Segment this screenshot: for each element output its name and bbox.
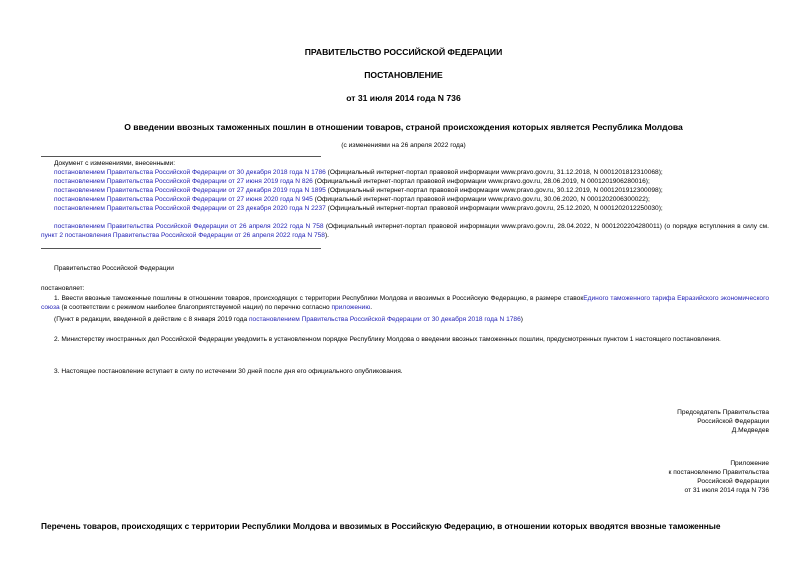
signature-block bbox=[469, 408, 769, 435]
paragraph-1-end: . bbox=[370, 304, 373, 311]
appendix-country: Российской Федерации bbox=[697, 478, 769, 485]
change-source-3: (Официальный интернет-портал правовой информации www.pravo.gov.ru, 30.12.2019, N 0001201912300098); bbox=[325, 187, 663, 194]
paragraph-1 bbox=[41, 294, 769, 312]
change-link-2[interactable]: постановлением Правительства Российской Федерации от 27 июня 2019 года N 826 bbox=[54, 178, 313, 185]
change-item-3 bbox=[54, 186, 769, 195]
change-source-2: (Официальный интернет-портал правовой информации www.pravo.gov.ru, 28.06.2019, N 0001201906280016); bbox=[312, 178, 650, 185]
paragraph-1-text: 1. Ввести ввозные таможенные пошлины в отношении товаров, происходящих с территории Республики Молдова и ввозимых в Российскую Федерацию, в размере ставок bbox=[54, 295, 584, 302]
paragraph-1-note bbox=[54, 315, 523, 324]
note-link[interactable]: постановлением Правительства Российской Федерации от 30 декабря 2018 года N 1786 bbox=[248, 316, 521, 323]
change-source-4: (Официальный интернет-портал правовой информации www.pravo.gov.ru, 30.06.2020, N 0001202006300022); bbox=[312, 196, 650, 203]
appendix-link[interactable]: приложению bbox=[331, 304, 371, 311]
signature-country: Российской Федерации bbox=[697, 418, 769, 425]
change-item-5 bbox=[54, 204, 769, 213]
change-item-6 bbox=[41, 222, 769, 240]
divider-top bbox=[41, 156, 321, 157]
change-link-3[interactable]: постановлением Правительства Российской Федерации от 27 декабря 2019 года N 1895 bbox=[54, 187, 326, 194]
revision-note: (с изменениями на 26 апреля 2022 года) bbox=[341, 142, 466, 149]
signature-title: Председатель Правительства bbox=[677, 409, 769, 416]
change-link-6[interactable]: постановлением Правительства Российской Федерации от 26 апреля 2022 года N 758 bbox=[54, 223, 324, 230]
paragraph-2: 2. Министерству иностранных дел Российской Федерации уведомить в установленном порядке Республику Молдова о введении ввозных таможенных пошлин, предусмотренных пунктом 1 настоящего постановления. bbox=[54, 336, 721, 343]
change-item-1 bbox=[54, 168, 769, 177]
change-source-5: (Официальный интернет-портал правовой информации www.pravo.gov.ru, 25.12.2020, N 0001202012250030); bbox=[325, 205, 663, 212]
change-link-1[interactable]: постановлением Правительства Российской Федерации от 30 декабря 2018 года N 1786 bbox=[54, 169, 326, 176]
tariff-link[interactable]: Единого таможенного тарифа Евразийского экономического союза bbox=[41, 295, 769, 311]
appendix-block bbox=[469, 459, 769, 495]
changes-intro: Документ с изменениями, внесенными: bbox=[54, 160, 176, 167]
change-source-1: (Официальный интернет-портал правовой информации www.pravo.gov.ru, 31.12.2018, N 0001201812310068); bbox=[325, 169, 663, 176]
note-text: (Пункт в редакции, введенной в действие с 8 января 2019 года bbox=[54, 316, 249, 323]
government-name: Правительство Российской Федерации bbox=[54, 265, 174, 272]
document-date-number: от 31 июля 2014 года N 736 bbox=[346, 93, 461, 103]
change-link-7[interactable]: пункт 2 постановления Правительства Российской Федерации от 26 апреля 2022 года N 758 bbox=[41, 232, 325, 239]
decree-word: постановляет: bbox=[41, 285, 85, 292]
change-item-2 bbox=[54, 177, 769, 186]
change-link-4[interactable]: постановлением Правительства Российской Федерации от 27 июня 2020 года N 945 bbox=[54, 196, 313, 203]
changes-list bbox=[54, 168, 769, 213]
government-heading: ПРАВИТЕЛЬСТВО РОССИЙСКОЙ ФЕДЕРАЦИИ bbox=[304, 47, 503, 57]
change-item-4 bbox=[54, 195, 769, 204]
paragraph-3: 3. Настоящее постановление вступает в силу по истечении 30 дней после дня его официального опубликования. bbox=[54, 368, 403, 375]
paragraph-1-text-2: (в соответствии с режимом наиболее благоприятствуемой нации) по перечню согласно bbox=[59, 304, 332, 311]
list-title: Перечень товаров, происходящих с территории Республики Молдова и ввозимых в Российскую Федерацию, в отношении которых вводятся ввозные таможенные bbox=[41, 521, 721, 531]
document-type: ПОСТАНОВЛЕНИЕ bbox=[364, 70, 443, 80]
signature-name: Д.Медведев bbox=[731, 427, 769, 434]
document-title: О введении ввозных таможенных пошлин в отношении товаров, страной происхождения которых является Республика Молдова bbox=[124, 122, 683, 132]
divider-bottom bbox=[41, 248, 321, 249]
appendix-label: Приложение bbox=[730, 460, 769, 467]
change-source-6: (Официальный интернет-портал правовой информации www.pravo.gov.ru, 28.04.2022, N 0001202204280011) (о порядке вступления в силу см. bbox=[323, 223, 769, 230]
appendix-date: от 31 июля 2014 года N 736 bbox=[684, 487, 769, 494]
change-item-6-end: ). bbox=[324, 232, 329, 239]
appendix-ref: к постановлению Правительства bbox=[668, 469, 769, 476]
change-link-5[interactable]: постановлением Правительства Российской Федерации от 23 декабря 2020 года N 2237 bbox=[54, 205, 326, 212]
note-end: ) bbox=[520, 316, 523, 323]
